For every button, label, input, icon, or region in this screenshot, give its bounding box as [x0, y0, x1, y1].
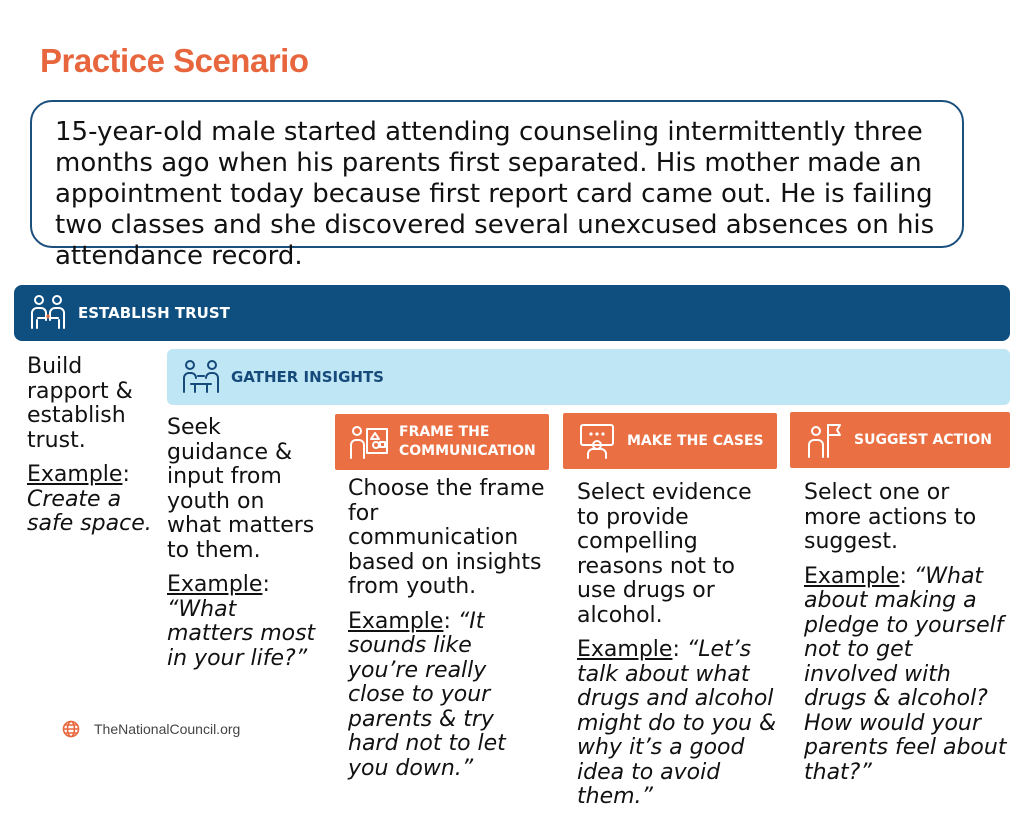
gather-insights-example: Example: “What matters most in your life?” [167, 572, 316, 671]
gather-insights-description: Seek guidance & input from youth on what matters to them. [167, 415, 315, 563]
example-label: Example [577, 637, 673, 662]
gather-insights-band [167, 349, 1010, 405]
gather-insights-label: GATHER INSIGHTS [231, 368, 384, 386]
suggest-action-example: Example: “What about making a pledge to yourself not to get involved with drugs & alcohol? How would your parents feel about that?” [804, 563, 1007, 785]
make-cases-label: MAKE THE CASES [627, 432, 764, 449]
make-cases-band [563, 413, 777, 469]
footer-website[interactable]: TheNationalCouncil.org [94, 721, 241, 737]
frame-communication-label-line1: FRAME THE [399, 424, 490, 440]
presenter-icon [577, 422, 617, 460]
two-people-icon [28, 294, 68, 332]
establish-trust-example-text: Create a safe space. [27, 486, 152, 536]
shapes-person-icon [349, 423, 389, 461]
establish-trust-label: ESTABLISH TRUST [78, 304, 230, 322]
gather-insights-example-text: “What matters most in your life?” [167, 596, 316, 671]
example-label: Example [167, 572, 263, 597]
example-label: Example [27, 462, 123, 487]
establish-trust-column [27, 355, 157, 547]
frame-communication-band [335, 414, 549, 470]
frame-communication-label [399, 423, 536, 461]
example-label: Example [348, 608, 444, 634]
suggest-action-column [804, 481, 1009, 795]
suggest-action-band [790, 412, 1010, 468]
flag-person-icon [804, 421, 844, 459]
globe-icon [62, 720, 80, 738]
frame-communication-description: Choose the frame for communication based on insights from youth. [348, 476, 545, 599]
frame-communication-column [348, 477, 548, 791]
suggest-action-label: SUGGEST ACTION [854, 431, 992, 448]
conversation-icon [181, 358, 221, 396]
make-cases-example: Example: “Let’s talk about what drugs and alcohol might do to you & why it’s a good idea to avoid them.” [577, 637, 777, 809]
frame-communication-label-line2: COMMUNICATION [399, 443, 536, 459]
scenario-text: 15-year-old male started attending counseling intermittently three months ago when his parents first separated. His mother made an appointment today because first report card came out. He is failing two classes and she discovered several unexcused absences on his attendance record. [55, 117, 935, 271]
frame-communication-example: Example: “It sounds like you’re really close to your parents & try hard not to let you down.” [348, 608, 506, 781]
establish-trust-description: Build rapport & establish trust. [27, 354, 133, 453]
gather-insights-column [167, 416, 317, 681]
example-label: Example [804, 563, 900, 589]
suggest-action-example-text: “What about making a pledge to yourself not to get involved with drugs & alcohol? How would your parents feel about that?” [804, 563, 1007, 785]
page-title: Practice Scenario [40, 42, 309, 79]
make-cases-column [577, 481, 777, 820]
make-cases-example-text: “Let’s talk about what drugs and alcohol might do to you & why it’s a good idea to avoid them.” [577, 637, 777, 809]
establish-trust-example: Example: Create a safe space. [27, 462, 152, 536]
suggest-action-description: Select one or more actions to suggest. [804, 480, 977, 554]
frame-communication-example-text: “It sounds like you’re really close to your parents & try hard not to let you down.” [348, 608, 506, 781]
footer [62, 720, 240, 738]
make-cases-description: Select evidence to provide compelling reasons not to use drugs or alcohol. [577, 480, 752, 628]
establish-trust-band [14, 285, 1010, 341]
